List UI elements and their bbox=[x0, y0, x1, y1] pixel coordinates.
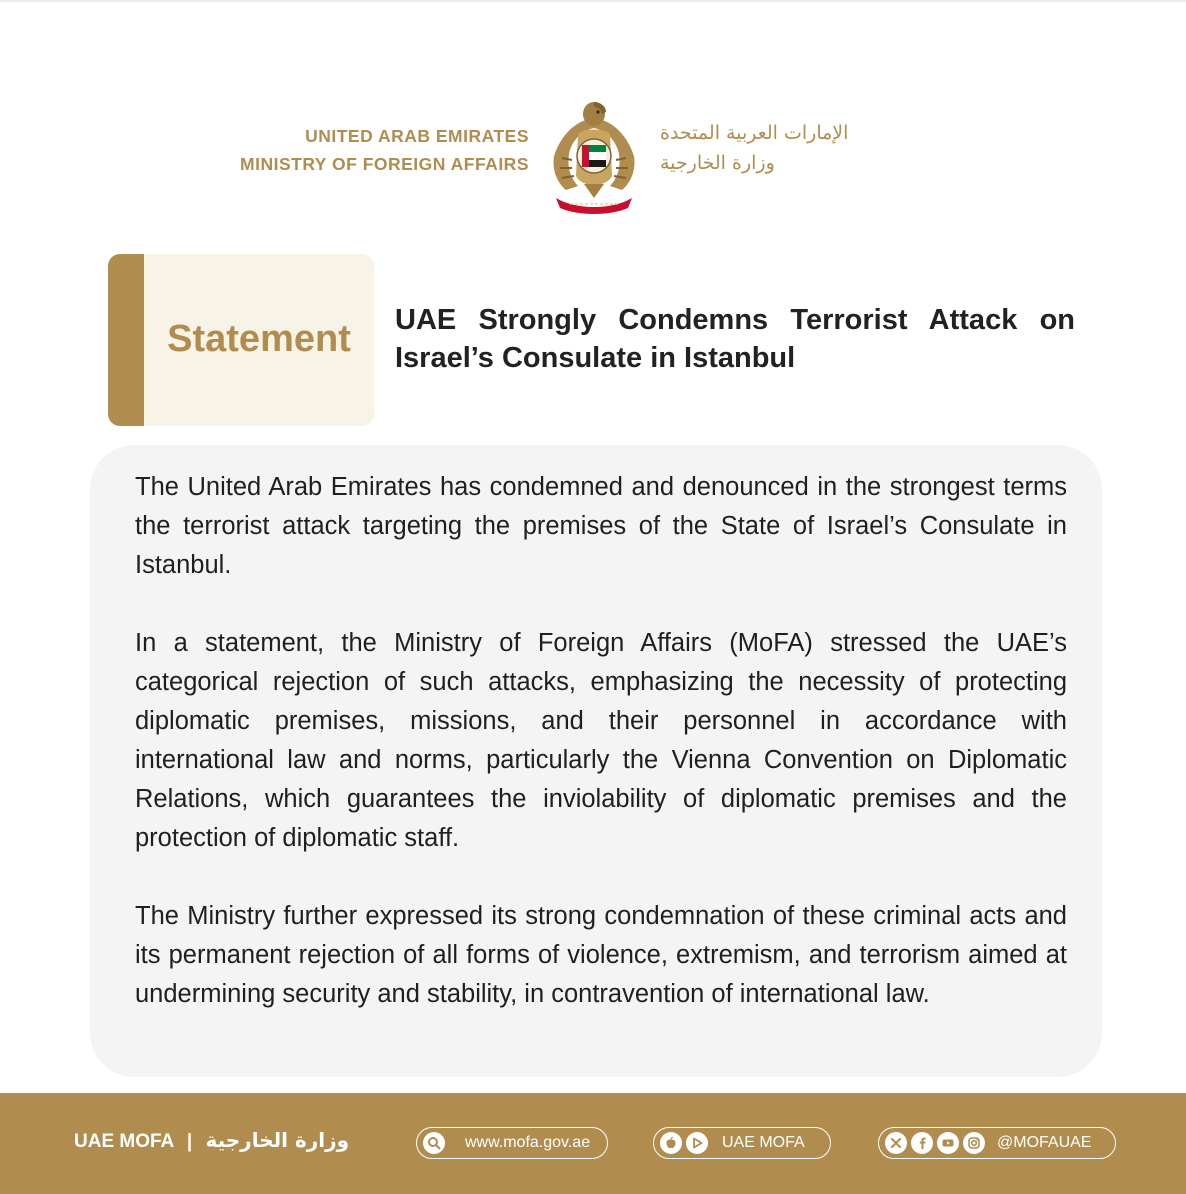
youtube-icon bbox=[937, 1132, 959, 1154]
app-link[interactable] bbox=[653, 1127, 831, 1159]
x-icon bbox=[885, 1132, 907, 1154]
social-handle: @MOFAUAE bbox=[997, 1134, 1092, 1151]
letterhead-english bbox=[240, 122, 529, 178]
footer-brand bbox=[74, 1127, 349, 1155]
website-link[interactable] bbox=[416, 1127, 608, 1159]
statement-body bbox=[135, 468, 1067, 1053]
title-line-1: UAE Strongly Condemns Terrorist Attack on bbox=[395, 304, 1075, 336]
facebook-icon bbox=[911, 1132, 933, 1154]
title-line-2: Israel’s Consulate in Istanbul bbox=[395, 342, 796, 374]
search-icon bbox=[423, 1132, 445, 1154]
apple-icon bbox=[660, 1132, 682, 1154]
badge-label: Statement bbox=[167, 318, 351, 360]
app-name: UAE MOFA bbox=[722, 1134, 805, 1151]
top-divider bbox=[0, 0, 1186, 2]
brand-separator: | bbox=[186, 1131, 193, 1152]
ministry-name-en: MINISTRY OF FOREIGN AFFAIRS bbox=[240, 154, 529, 174]
badge-accent-bar bbox=[108, 254, 144, 426]
letterhead-arabic bbox=[660, 118, 848, 178]
paragraph: The United Arab Emirates has condemned and denounced in the strongest terms the terrorist attack targeting the premises of the State of Israel’s Consulate in Istanbul. bbox=[135, 473, 1067, 579]
paragraph: The Ministry further expressed its strong condemnation of these criminal acts and its permanent rejection of all forms of violence, extremism, and terrorism aimed at undermining security and stability, in contravention of international law. bbox=[135, 902, 1067, 1008]
letterhead bbox=[0, 96, 1186, 220]
statement-badge bbox=[108, 254, 374, 426]
play-store-icon bbox=[686, 1132, 708, 1154]
country-name-ar: الإمارات العربية المتحدة bbox=[660, 122, 849, 144]
brand-ar: وزارة الخارجية bbox=[205, 1128, 350, 1152]
paragraph: In a statement, the Ministry of Foreign Affairs (MoFA) stressed the UAE’s categorical rejection of such attacks, emphasizing the necessity of protecting diplomatic premises, missions, and their personnel in accordance with international law and norms, particularly the Vienna Convention on Diplomatic Relations, which guarantees the inviolability of diplomatic premises and the protection of diplomatic staff. bbox=[135, 629, 1067, 852]
instagram-icon bbox=[963, 1132, 985, 1154]
ministry-name-ar: وزارة الخارجية bbox=[660, 152, 775, 174]
brand-en: UAE MOFA bbox=[74, 1131, 174, 1152]
footer-bar bbox=[0, 1093, 1186, 1194]
uae-falcon-emblem-icon bbox=[548, 98, 640, 216]
website-url: www.mofa.gov.ae bbox=[465, 1134, 591, 1151]
page-title bbox=[395, 301, 1075, 377]
country-name-en: UNITED ARAB EMIRATES bbox=[305, 126, 529, 146]
social-link[interactable] bbox=[878, 1127, 1116, 1159]
